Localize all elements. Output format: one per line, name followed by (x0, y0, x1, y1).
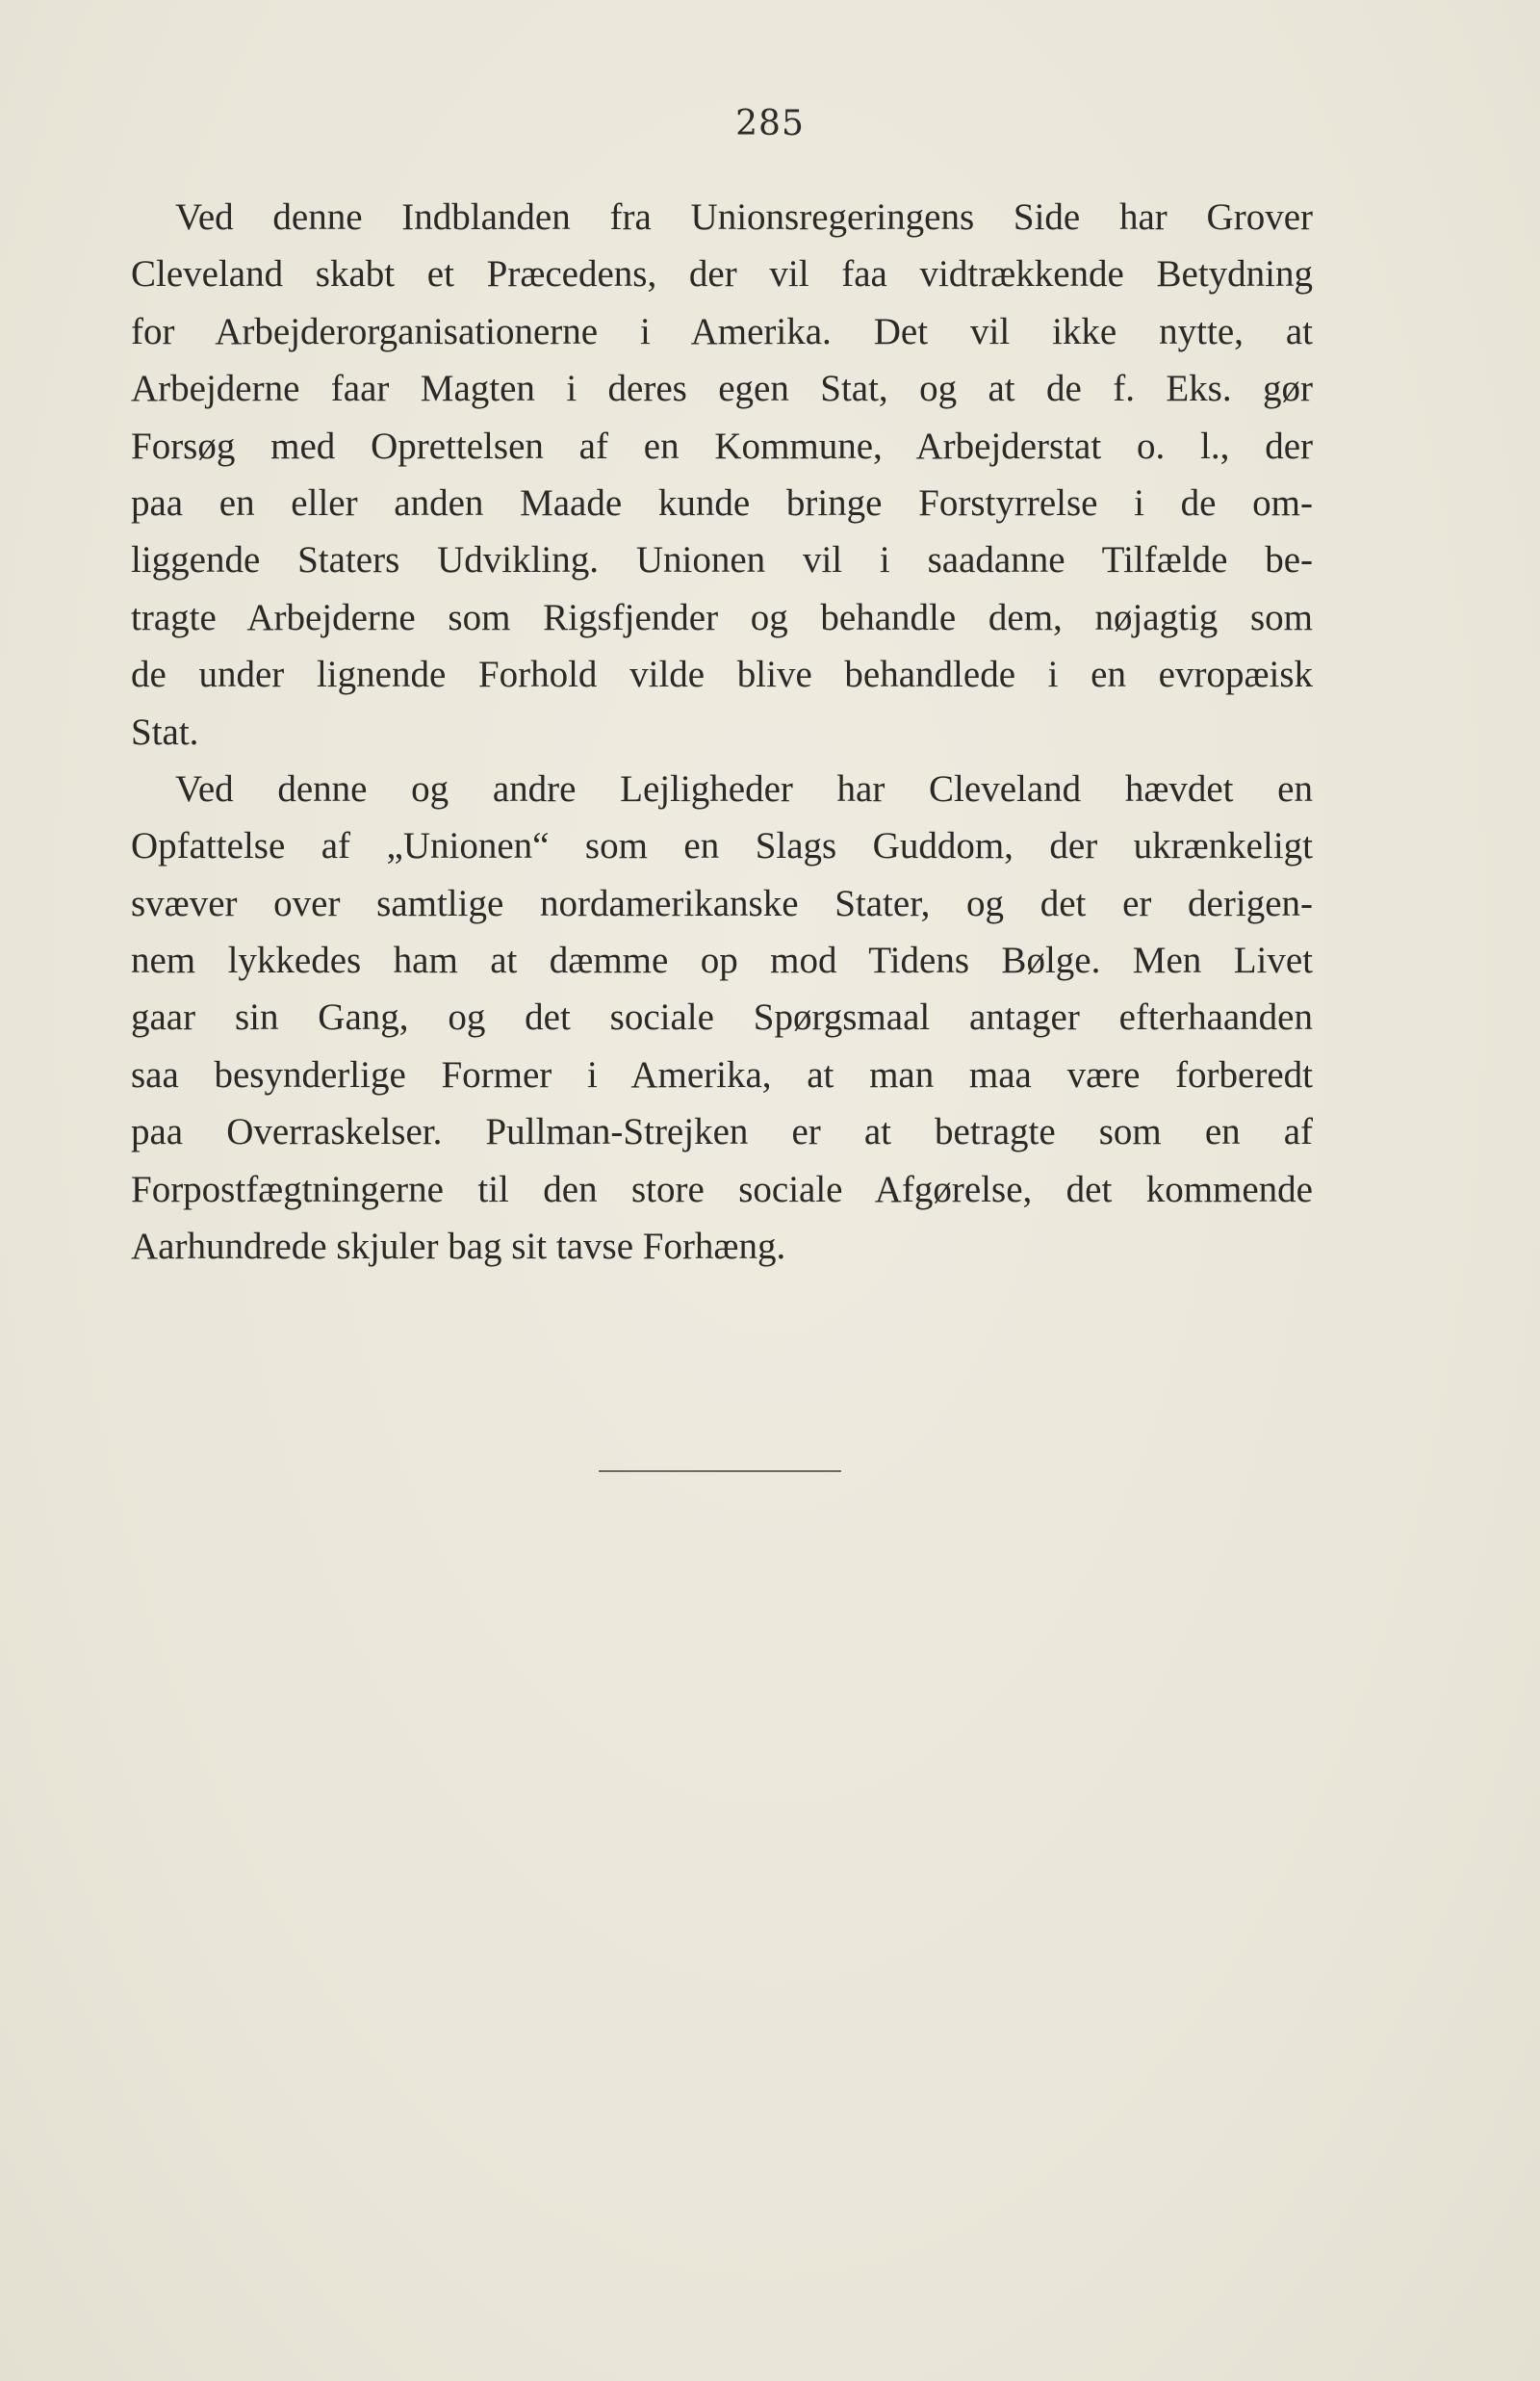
paragraph-1 (131, 189, 1313, 761)
text-line: Forpostfægtningerne til den store sociale Afgørelse, det kommende (131, 1168, 1313, 1210)
text-line: tragte Arbejderne som Rigsfjender og behandle dem, nøjagtig som (131, 596, 1313, 638)
text-line: Cleveland skabt et Præcedens, der vil faa vidtrækkende Betydning (131, 253, 1313, 296)
body-text (131, 189, 1313, 1275)
section-end-rule (599, 1470, 841, 1472)
text-line: svæver over samtlige nordamerikanske Stater, og det er derigen- (131, 882, 1313, 924)
text-line: Ved denne og andre Lejligheder har Cleveland hævdet en (175, 767, 1313, 810)
text-line: nem lykkedes ham at dæmme op mod Tidens Bølge. Men Livet (131, 940, 1313, 982)
text-line: liggende Staters Udvikling. Unionen vil i saadanne Tilfælde be- (131, 539, 1313, 582)
text-line: Aarhundrede skjuler bag sit tavse Forhæng. (131, 1226, 786, 1268)
text-line: Ved denne Indblanden fra Unionsregeringens Side har Grover (175, 196, 1313, 238)
paragraph-2 (131, 761, 1313, 1276)
text-line: paa Overraskelser. Pullman-Strejken er at betragte som en af (131, 1111, 1313, 1153)
text-line: for Arbejderorganisationerne i Amerika. Det vil ikke nytte, at (131, 310, 1313, 352)
text-line: saa besynderlige Former i Amerika, at man maa være forberedt (131, 1053, 1313, 1096)
text-line: de under lignende Forhold vilde blive behandlede i en evropæisk (131, 654, 1313, 696)
text-line: Opfattelse af „Unionen“ som en Slags Guddom, der ukrænkeligt (131, 825, 1313, 867)
text-line: Forsøg med Oprettelsen af en Kommune, Arbejderstat o. l., der (131, 425, 1313, 467)
text-line: paa en eller anden Maade kunde bringe Forstyrrelse i de om- (131, 481, 1313, 524)
text-line: Stat. (131, 711, 199, 753)
text-line: Arbejderne faar Magten i deres egen Stat, og at de f. Eks. gør (131, 368, 1313, 410)
page-number: 285 (735, 104, 805, 143)
text-line: gaar sin Gang, og det sociale Spørgsmaal antager efterhaanden (131, 996, 1313, 1039)
